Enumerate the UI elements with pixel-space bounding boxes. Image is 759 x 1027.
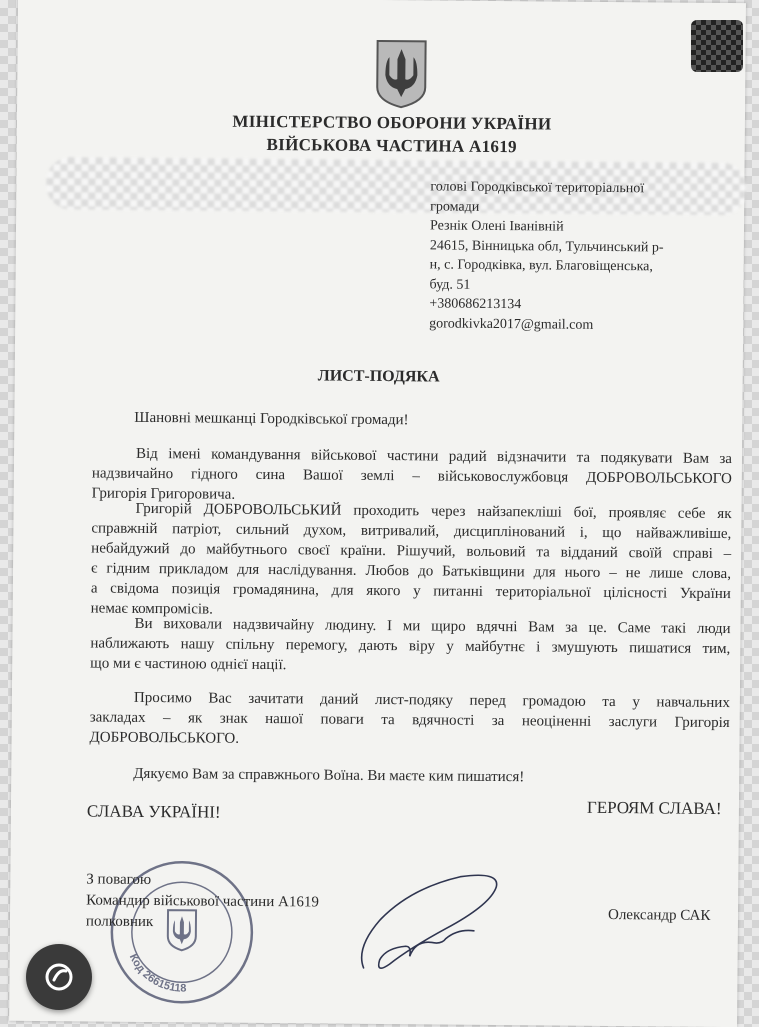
paragraph-line: немає компромісів. <box>90 600 213 618</box>
paragraph-line: закладах – як знак нашої поваги та вдячності за неоціненні заслуги Григорія <box>89 709 730 732</box>
rank-line: полковник <box>85 913 154 931</box>
paragraph-line: Від імені командування військової частини радий відзначити та подякувати Вам за <box>135 445 733 468</box>
letter-title: ЛИСТ-ПОДЯКА <box>317 367 440 386</box>
paragraph-line: справжній патріот, сильний духом, витривалий, дисциплінований і, що найважливіше, <box>91 520 732 543</box>
addressee-line: Резнік Олені Іванівній <box>429 218 564 235</box>
addressee-line: голові Городківської територіальної <box>430 179 645 197</box>
paragraph-line: є гідним прикладом для наслідування. Любов до Батьківщини для нього – не лише слова, <box>90 560 732 583</box>
paragraph-line: наближають нашу спільну перемогу, дають віру у майбутнє і змушують пишатися тим, <box>90 635 731 658</box>
svg-text:Код 26615118 <box>126 952 186 995</box>
addressee-email: gorodkivka2017@gmail.com <box>429 315 594 333</box>
unit-heading: ВІЙСЬКОВА ЧАСТИНА А1619 <box>266 134 517 157</box>
paragraph-line: небайдужий до майбутнього своєї країни. Рішучий, вольовий та відданий своїй справі – <box>91 540 732 563</box>
paragraph-line: Григорія Григоровича. <box>91 485 236 503</box>
commander-line: Командир військової частини А1619 <box>86 892 319 911</box>
paragraph-2 <box>91 498 732 624</box>
paragraph-line: надзвичайно гідного сина Вашої землі – військовослужбовця ДОБРОВОЛЬСЬКОГО <box>91 465 732 488</box>
paragraph-4 <box>89 687 729 753</box>
stamp-text: Код 26615118 <box>126 952 187 995</box>
signature-block <box>86 869 319 934</box>
regards-line: З повагою <box>86 871 152 889</box>
handwritten-signature <box>349 868 510 979</box>
paragraph-3 <box>90 613 730 679</box>
paragraph-line: Григорій ДОБРОВОЛЬСЬКИЙ проходить через найзапекліші бої, проявляє себе як <box>135 500 732 523</box>
paragraph-line: ДОБРОВОЛЬСЬКОГО. <box>89 729 240 747</box>
addressee-block <box>429 177 730 336</box>
addressee-line: буд. 51 <box>429 276 471 293</box>
addressee-line: 24615, Вінницька обл, Тульчинський р- <box>429 237 664 255</box>
app-logo-icon[interactable] <box>26 944 92 1010</box>
ministry-heading: МІНІСТЕРСТВО ОБОРОНИ УКРАЇНИ <box>232 111 552 134</box>
addressee-line: громади <box>430 198 480 215</box>
paragraph-line: що ми є частиною однієї нації. <box>90 655 287 674</box>
addressee-line: н, с. Городківка, вул. Благовіщенська, <box>429 257 653 275</box>
heroyam-slava: ГЕРОЯМ СЛАВА! <box>586 797 722 818</box>
signer-name: Олександр САК <box>607 907 711 924</box>
thanks-line: Дякуємо Вам за справжнього Воїна. Ви маєте ким пишатися! <box>133 765 525 786</box>
addressee-phone: +380686213134 <box>429 296 522 313</box>
redacted-corner-icon <box>691 20 743 72</box>
paragraph-line: Ви виховали надзвичайну людину. І ми щиро вдячні Вам за це. Саме такі люди <box>134 615 731 638</box>
paragraph-line: Просимо Вас зачитати даний лист-подяку перед громадою та у навчальних <box>133 689 730 712</box>
letter-page <box>9 0 746 1027</box>
slava-ukraini: СЛАВА УКРАЇНІ! <box>86 801 221 822</box>
paragraph-line: а свідома позиція громадянина, для якого у питанні територіальної цілісності України <box>90 580 731 603</box>
trident-icon <box>373 37 430 109</box>
greeting: Шановні мешканці Городківської громади! <box>134 409 409 429</box>
logo-glyph-icon <box>42 960 76 994</box>
